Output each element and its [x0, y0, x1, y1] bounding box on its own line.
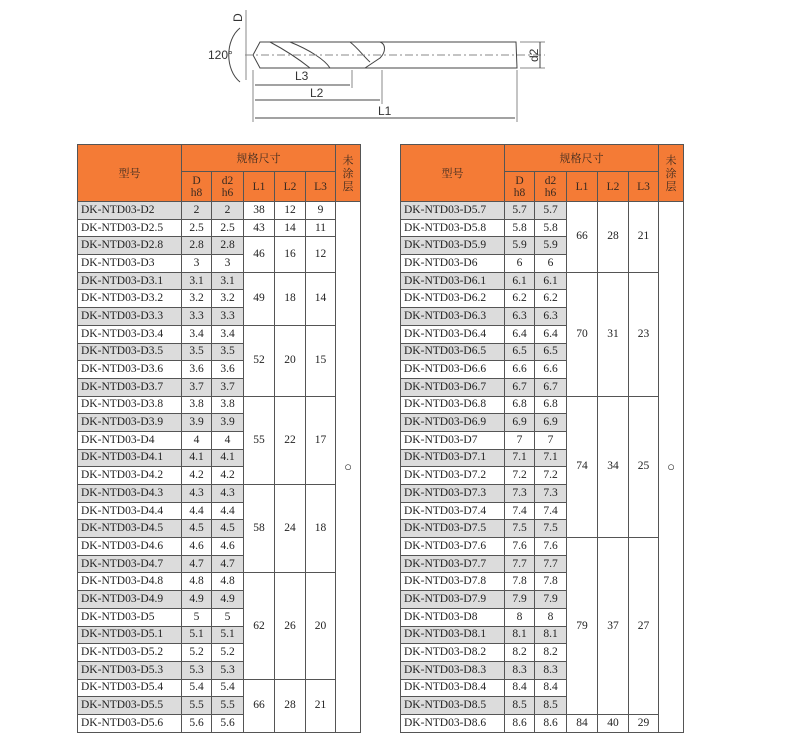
- table-row: [401, 714, 684, 732]
- model-cell: DK-NTD03-D5.6: [78, 714, 182, 732]
- table-row: [78, 219, 361, 237]
- D-cell: 5.5: [182, 697, 212, 715]
- spec-table-right: [400, 144, 684, 733]
- model-cell: DK-NTD03-D8.2: [401, 644, 505, 662]
- D-cell: 4.2: [182, 467, 212, 485]
- L3-cell: 23: [629, 272, 659, 396]
- model-cell: DK-NTD03-D3.3: [78, 308, 182, 326]
- L1-cell: 79: [567, 538, 598, 715]
- D-cell: 5.4: [182, 679, 212, 697]
- d2-cell: 7: [535, 431, 567, 449]
- d2-cell: 4.1: [212, 449, 244, 467]
- header-D-line2: h8: [513, 186, 526, 199]
- D-cell: 8: [505, 608, 535, 626]
- model-cell: DK-NTD03-D4.6: [78, 538, 182, 556]
- D-cell: 6.7: [505, 378, 535, 396]
- D-cell: 4.5: [182, 520, 212, 538]
- d2-cell: 6.4: [535, 325, 567, 343]
- header-L1: L1: [567, 172, 598, 202]
- D-cell: 2.8: [182, 237, 212, 255]
- L2-cell: 24: [275, 485, 306, 573]
- header-d2-line2: h6: [544, 186, 557, 199]
- D-cell: 7.9: [505, 591, 535, 609]
- d2-cell: 4.2: [212, 467, 244, 485]
- L3-cell: 17: [306, 396, 336, 484]
- model-cell: DK-NTD03-D5.8: [401, 219, 505, 237]
- L1-cell: 52: [244, 325, 275, 396]
- header-D-line1: D: [192, 174, 201, 187]
- model-cell: DK-NTD03-D2.5: [78, 219, 182, 237]
- table-row: [78, 679, 361, 697]
- L3-cell: 20: [306, 573, 336, 679]
- L2-cell: 26: [275, 573, 306, 679]
- D-cell: 3.9: [182, 414, 212, 432]
- table-row: [401, 396, 684, 414]
- d2-cell: 5.7: [535, 202, 567, 220]
- model-cell: DK-NTD03-D6.7: [401, 378, 505, 396]
- d2-cell: 6.7: [535, 378, 567, 396]
- d2-cell: 2: [212, 202, 244, 220]
- header-D: [505, 172, 535, 202]
- d2-cell: 7.7: [535, 555, 567, 573]
- table-row: [78, 237, 361, 255]
- model-cell: DK-NTD03-D7.9: [401, 591, 505, 609]
- D-cell: 5.3: [182, 661, 212, 679]
- model-cell: DK-NTD03-D7.3: [401, 485, 505, 503]
- D-cell: 7.4: [505, 502, 535, 520]
- d2-cell: 6.9: [535, 414, 567, 432]
- L3-cell: 12: [306, 237, 336, 272]
- D-cell: 6.2: [505, 290, 535, 308]
- table-row: [78, 485, 361, 503]
- table-row: [401, 202, 684, 220]
- label-L2: L2: [310, 86, 324, 100]
- model-cell: DK-NTD03-D4.8: [78, 573, 182, 591]
- d2-cell: 3.5: [212, 343, 244, 361]
- d2-cell: 6.3: [535, 308, 567, 326]
- d2-cell: 8.4: [535, 679, 567, 697]
- model-cell: DK-NTD03-D7.5: [401, 520, 505, 538]
- model-cell: DK-NTD03-D5: [78, 608, 182, 626]
- model-cell: DK-NTD03-D7.2: [401, 467, 505, 485]
- d2-cell: 5.3: [212, 661, 244, 679]
- model-cell: DK-NTD03-D4.7: [78, 555, 182, 573]
- model-cell: DK-NTD03-D6.5: [401, 343, 505, 361]
- model-cell: DK-NTD03-D4: [78, 431, 182, 449]
- L2-cell: 31: [598, 272, 629, 396]
- d2-cell: 3.4: [212, 325, 244, 343]
- d2-cell: 6.8: [535, 396, 567, 414]
- header-coating: 未 涂 层: [659, 145, 684, 202]
- d2-cell: 3.1: [212, 272, 244, 290]
- model-cell: DK-NTD03-D6.3: [401, 308, 505, 326]
- d2-cell: 4.5: [212, 520, 244, 538]
- d2-cell: 8: [535, 608, 567, 626]
- D-cell: 8.5: [505, 697, 535, 715]
- model-cell: DK-NTD03-D8.4: [401, 679, 505, 697]
- D-cell: 8.4: [505, 679, 535, 697]
- D-cell: 2: [182, 202, 212, 220]
- L2-cell: 20: [275, 325, 306, 396]
- D-cell: 3.2: [182, 290, 212, 308]
- header-d2: [535, 172, 567, 202]
- table-row: [78, 272, 361, 290]
- L3-cell: 25: [629, 396, 659, 538]
- model-cell: DK-NTD03-D5.3: [78, 661, 182, 679]
- L3-cell: 9: [306, 202, 336, 220]
- L3-cell: 21: [629, 202, 659, 273]
- table-row: [78, 202, 361, 220]
- d2-cell: 6: [535, 255, 567, 273]
- D-cell: 5.9: [505, 237, 535, 255]
- D-cell: 5.1: [182, 626, 212, 644]
- model-cell: DK-NTD03-D6.6: [401, 361, 505, 379]
- L2-cell: 28: [275, 679, 306, 732]
- model-cell: DK-NTD03-D3: [78, 255, 182, 273]
- d2-cell: 4.3: [212, 485, 244, 503]
- D-cell: 4.7: [182, 555, 212, 573]
- D-cell: 6.1: [505, 272, 535, 290]
- model-cell: DK-NTD03-D8.6: [401, 714, 505, 732]
- model-cell: DK-NTD03-D7: [401, 431, 505, 449]
- model-cell: DK-NTD03-D3.9: [78, 414, 182, 432]
- D-cell: 6.8: [505, 396, 535, 414]
- model-cell: DK-NTD03-D7.6: [401, 538, 505, 556]
- table-row: [401, 538, 684, 556]
- d2-cell: 8.1: [535, 626, 567, 644]
- L1-cell: 66: [244, 679, 275, 732]
- header-L3: L3: [629, 172, 659, 202]
- model-cell: DK-NTD03-D7.7: [401, 555, 505, 573]
- model-cell: DK-NTD03-D3.5: [78, 343, 182, 361]
- D-cell: 3.6: [182, 361, 212, 379]
- d2-cell: 7.8: [535, 573, 567, 591]
- L1-cell: 46: [244, 237, 275, 272]
- D-cell: 7.6: [505, 538, 535, 556]
- d2-cell: 7.5: [535, 520, 567, 538]
- L2-cell: 16: [275, 237, 306, 272]
- D-cell: 5.7: [505, 202, 535, 220]
- label-L1: L1: [378, 104, 392, 118]
- L1-cell: 74: [567, 396, 598, 538]
- L1-cell: 43: [244, 219, 275, 237]
- d2-cell: 7.6: [535, 538, 567, 556]
- d2-cell: 2.8: [212, 237, 244, 255]
- D-cell: 8.3: [505, 661, 535, 679]
- model-cell: DK-NTD03-D6.1: [401, 272, 505, 290]
- model-cell: DK-NTD03-D8.5: [401, 697, 505, 715]
- D-cell: 7.8: [505, 573, 535, 591]
- d2-cell: 6.2: [535, 290, 567, 308]
- model-cell: DK-NTD03-D2.8: [78, 237, 182, 255]
- L3-cell: 14: [306, 272, 336, 325]
- model-cell: DK-NTD03-D5.9: [401, 237, 505, 255]
- header-d2-line1: d2: [544, 174, 557, 187]
- d2-cell: 4.6: [212, 538, 244, 556]
- D-cell: 8.1: [505, 626, 535, 644]
- d2-cell: 7.4: [535, 502, 567, 520]
- header-coating: 未 涂 层: [336, 145, 361, 202]
- d2-cell: 5.4: [212, 679, 244, 697]
- header-L2: L2: [275, 172, 306, 202]
- d2-cell: 4: [212, 431, 244, 449]
- D-cell: 3.7: [182, 378, 212, 396]
- table-row: [78, 573, 361, 591]
- d2-cell: 3.9: [212, 414, 244, 432]
- D-cell: 3.3: [182, 308, 212, 326]
- model-cell: DK-NTD03-D3.8: [78, 396, 182, 414]
- L3-cell: 21: [306, 679, 336, 732]
- d2-cell: 8.2: [535, 644, 567, 662]
- D-cell: 2.5: [182, 219, 212, 237]
- table-row: [401, 272, 684, 290]
- model-cell: DK-NTD03-D7.4: [401, 502, 505, 520]
- L2-cell: 37: [598, 538, 629, 715]
- L1-cell: 70: [567, 272, 598, 396]
- model-cell: DK-NTD03-D2: [78, 202, 182, 220]
- D-cell: 6.3: [505, 308, 535, 326]
- D-cell: 6.9: [505, 414, 535, 432]
- D-cell: 3.4: [182, 325, 212, 343]
- model-cell: DK-NTD03-D3.1: [78, 272, 182, 290]
- d2-cell: 3.6: [212, 361, 244, 379]
- label-d2: d2: [527, 48, 541, 62]
- header-L1: L1: [244, 172, 275, 202]
- L2-cell: 34: [598, 396, 629, 538]
- d2-cell: 8.6: [535, 714, 567, 732]
- L2-cell: 14: [275, 219, 306, 237]
- D-cell: 4.3: [182, 485, 212, 503]
- D-cell: 3: [182, 255, 212, 273]
- D-cell: 4: [182, 431, 212, 449]
- d2-cell: 8.3: [535, 661, 567, 679]
- d2-cell: 3.3: [212, 308, 244, 326]
- label-L3: L3: [295, 69, 309, 83]
- L3-cell: 27: [629, 538, 659, 715]
- model-cell: DK-NTD03-D6.2: [401, 290, 505, 308]
- d2-cell: 6.5: [535, 343, 567, 361]
- L3-cell: 29: [629, 714, 659, 732]
- label-angle: 120°: [208, 48, 233, 62]
- header-D-line1: D: [515, 174, 524, 187]
- D-cell: 7.7: [505, 555, 535, 573]
- header-d2: [212, 172, 244, 202]
- header-spec: 规格尺寸: [505, 145, 659, 172]
- D-cell: 6.5: [505, 343, 535, 361]
- d2-cell: 5.2: [212, 644, 244, 662]
- L2-cell: 12: [275, 202, 306, 220]
- D-cell: 3.8: [182, 396, 212, 414]
- L2-cell: 28: [598, 202, 629, 273]
- header-L2: L2: [598, 172, 629, 202]
- d2-cell: 7.9: [535, 591, 567, 609]
- L2-cell: 18: [275, 272, 306, 325]
- L2-cell: 40: [598, 714, 629, 732]
- d2-cell: 5.9: [535, 237, 567, 255]
- model-cell: DK-NTD03-D4.2: [78, 467, 182, 485]
- model-cell: DK-NTD03-D4.4: [78, 502, 182, 520]
- model-cell: DK-NTD03-D4.3: [78, 485, 182, 503]
- D-cell: 7: [505, 431, 535, 449]
- D-cell: 4.4: [182, 502, 212, 520]
- header-model: 型号: [78, 145, 182, 202]
- L3-cell: 18: [306, 485, 336, 573]
- L3-cell: 11: [306, 219, 336, 237]
- header-d2-line2: h6: [221, 186, 234, 199]
- L1-cell: 66: [567, 202, 598, 273]
- D-cell: 3.1: [182, 272, 212, 290]
- D-cell: 5.8: [505, 219, 535, 237]
- d2-cell: 6.6: [535, 361, 567, 379]
- D-cell: 8.2: [505, 644, 535, 662]
- D-cell: 5: [182, 608, 212, 626]
- table-row: [78, 325, 361, 343]
- model-cell: DK-NTD03-D4.9: [78, 591, 182, 609]
- L1-cell: 49: [244, 272, 275, 325]
- D-cell: 6.6: [505, 361, 535, 379]
- model-cell: DK-NTD03-D4.5: [78, 520, 182, 538]
- D-cell: 7.1: [505, 449, 535, 467]
- L2-cell: 22: [275, 396, 306, 484]
- D-cell: 7.3: [505, 485, 535, 503]
- L1-cell: 38: [244, 202, 275, 220]
- L1-cell: 58: [244, 485, 275, 573]
- D-cell: 6.4: [505, 325, 535, 343]
- model-cell: DK-NTD03-D3.7: [78, 378, 182, 396]
- d2-cell: 3: [212, 255, 244, 273]
- d2-cell: 3.7: [212, 378, 244, 396]
- header-D-line2: h8: [190, 186, 203, 199]
- D-cell: 6: [505, 255, 535, 273]
- model-cell: DK-NTD03-D5.2: [78, 644, 182, 662]
- model-cell: DK-NTD03-D5.4: [78, 679, 182, 697]
- model-cell: DK-NTD03-D3.2: [78, 290, 182, 308]
- d2-cell: 3.2: [212, 290, 244, 308]
- d2-cell: 2.5: [212, 219, 244, 237]
- model-cell: DK-NTD03-D5.1: [78, 626, 182, 644]
- D-cell: 5.2: [182, 644, 212, 662]
- D-cell: 7.2: [505, 467, 535, 485]
- d2-cell: 6.1: [535, 272, 567, 290]
- model-cell: DK-NTD03-D4.1: [78, 449, 182, 467]
- coating-mark: ○: [336, 202, 361, 733]
- model-cell: DK-NTD03-D5.7: [401, 202, 505, 220]
- header-model: 型号: [401, 145, 505, 202]
- L1-cell: 55: [244, 396, 275, 484]
- header-L3: L3: [306, 172, 336, 202]
- d2-cell: 5.1: [212, 626, 244, 644]
- d2-cell: 7.1: [535, 449, 567, 467]
- D-cell: 4.6: [182, 538, 212, 556]
- L1-cell: 62: [244, 573, 275, 679]
- model-cell: DK-NTD03-D5.5: [78, 697, 182, 715]
- D-cell: 4.1: [182, 449, 212, 467]
- d2-cell: 4.8: [212, 573, 244, 591]
- spec-table-left: [77, 144, 361, 733]
- d2-cell: 8.5: [535, 697, 567, 715]
- d2-cell: 7.3: [535, 485, 567, 503]
- d2-cell: 7.2: [535, 467, 567, 485]
- D-cell: 4.8: [182, 573, 212, 591]
- d2-cell: 5.8: [535, 219, 567, 237]
- d2-cell: 5.6: [212, 714, 244, 732]
- D-cell: 3.5: [182, 343, 212, 361]
- model-cell: DK-NTD03-D7.8: [401, 573, 505, 591]
- D-cell: 7.5: [505, 520, 535, 538]
- model-cell: DK-NTD03-D6.4: [401, 325, 505, 343]
- d2-cell: 3.8: [212, 396, 244, 414]
- model-cell: DK-NTD03-D3.4: [78, 325, 182, 343]
- header-D: [182, 172, 212, 202]
- model-cell: DK-NTD03-D6.8: [401, 396, 505, 414]
- L3-cell: 15: [306, 325, 336, 396]
- header-d2-line1: d2: [221, 174, 234, 187]
- d2-cell: 4.7: [212, 555, 244, 573]
- model-cell: DK-NTD03-D6: [401, 255, 505, 273]
- model-cell: DK-NTD03-D8.1: [401, 626, 505, 644]
- model-cell: DK-NTD03-D6.9: [401, 414, 505, 432]
- model-cell: DK-NTD03-D8: [401, 608, 505, 626]
- label-D: D: [231, 13, 245, 22]
- model-cell: DK-NTD03-D8.3: [401, 661, 505, 679]
- d2-cell: 5.5: [212, 697, 244, 715]
- D-cell: 5.6: [182, 714, 212, 732]
- d2-cell: 4.4: [212, 502, 244, 520]
- model-cell: DK-NTD03-D7.1: [401, 449, 505, 467]
- d2-cell: 4.9: [212, 591, 244, 609]
- header-spec: 规格尺寸: [182, 145, 336, 172]
- table-row: [78, 396, 361, 414]
- D-cell: 4.9: [182, 591, 212, 609]
- drill-diagram: [200, 0, 550, 130]
- L1-cell: 84: [567, 714, 598, 732]
- D-cell: 8.6: [505, 714, 535, 732]
- model-cell: DK-NTD03-D3.6: [78, 361, 182, 379]
- coating-mark: ○: [659, 202, 684, 733]
- d2-cell: 5: [212, 608, 244, 626]
